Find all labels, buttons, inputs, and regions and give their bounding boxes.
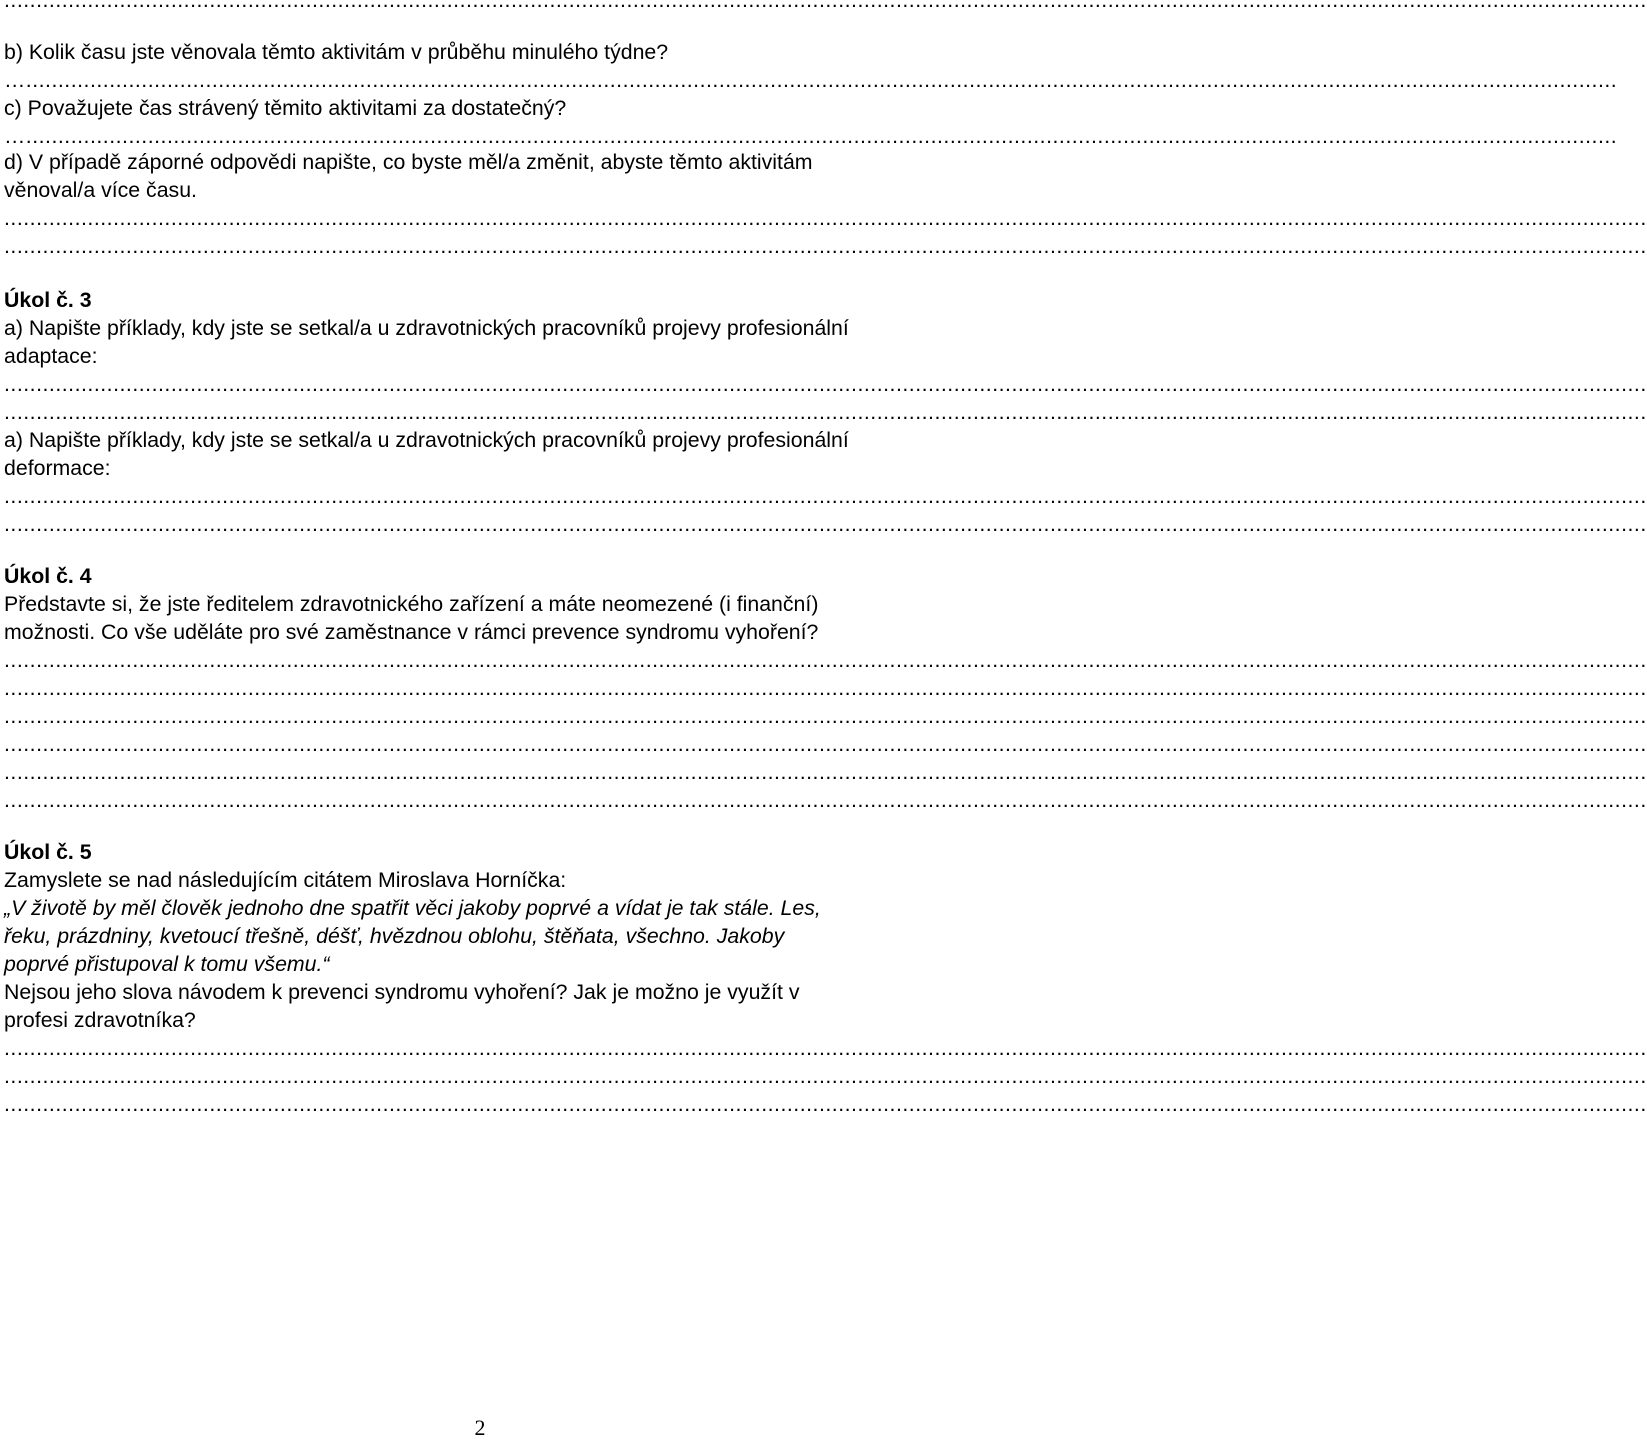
task-5-heading: Úkol č. 5	[4, 840, 92, 864]
answer-dotted-line: ................................................................................................................................................................................................................................................................	[4, 484, 1647, 508]
task-5-question: Nejsou jeho slova návodem k prevenci syndromu vyhoření? Jak je možno je využít v	[4, 980, 800, 1004]
answer-dotted-line: ................................................................................................................................................................................................................................................................	[4, 704, 1647, 728]
answer-dotted-line: ................................................................................................................................................................................................................................................................	[4, 206, 1647, 230]
question-b-text: b) Kolik času jste věnovala těmto aktivitám v průběhu minulého týdne?	[4, 40, 669, 64]
task-3b-text: a) Napište příklady, kdy jste se setkal/a u zdravotnických pracovníků projevy profesionální	[4, 428, 849, 452]
quote-line-3: poprvé přistupoval k tomu všemu.“	[4, 952, 330, 976]
task-5-intro: Zamyslete se nad následujícím citátem Miroslava Horníčka:	[4, 868, 567, 892]
quote-line-1: „V životě by měl člověk jednoho dne spatřit věci jakoby poprvé a vídat je tak stále. Les,	[4, 896, 821, 920]
task-3a-text-cont: adaptace:	[4, 344, 98, 368]
question-d-text: d) V případě záporné odpovědi napište, co byste měl/a změnit, abyste těmto aktivitám	[4, 150, 813, 174]
answer-dotted-line: …........................................................................................................................................................................................................................................................	[4, 124, 1618, 148]
answer-dotted-line: ................................................................................................................................................................................................................................................................	[4, 732, 1647, 756]
question-d-text-cont: věnoval/a více času.	[4, 178, 197, 202]
task-4-heading: Úkol č. 4	[4, 564, 92, 588]
document-page	[4, 0, 1647, 1440]
task-4-text-cont: možnosti. Co vše uděláte pro své zaměstnance v rámci prevence syndromu vyhoření?	[4, 620, 819, 644]
answer-dotted-line: ................................................................................................................................................................................................................................................................	[4, 400, 1647, 424]
answer-dotted-line: ................................................................................................................................................................................................................................................................	[4, 0, 1647, 12]
question-c-text: c) Považujete čas strávený těmito aktivitami za dostatečný?	[4, 96, 567, 120]
answer-dotted-line: ................................................................................................................................................................................................................................................................	[4, 788, 1647, 812]
answer-dotted-line: ................................................................................................................................................................................................................................................................	[4, 676, 1647, 700]
answer-dotted-line: ................................................................................................................................................................................................................................................................	[4, 512, 1647, 536]
answer-dotted-line: ................................................................................................................................................................................................................................................................	[4, 648, 1647, 672]
answer-dotted-line: ................................................................................................................................................................................................................................................................	[4, 1092, 1647, 1116]
answer-dotted-line: ................................................................................................................................................................................................................................................................	[4, 372, 1647, 396]
task-4-text: Představte si, že jste ředitelem zdravotnického zařízení a máte neomezené (i finanční)	[4, 592, 819, 616]
task-5-question-cont: profesi zdravotníka?	[4, 1008, 196, 1032]
quote-line-2: řeku, prázdniny, kvetoucí třešně, déšť, hvězdnou oblohu, štěňata, všechno. Jakoby	[4, 924, 785, 948]
task-3a-text: a) Napište příklady, kdy jste se setkal/a u zdravotnických pracovníků projevy profesionální	[4, 316, 849, 340]
answer-dotted-line: ................................................................................................................................................................................................................................................................	[4, 760, 1647, 784]
answer-dotted-line: ................................................................................................................................................................................................................................................................	[4, 1036, 1647, 1060]
answer-dotted-line: ................................................................................................................................................................................................................................................................	[4, 234, 1647, 258]
answer-dotted-line: ................................................................................................................................................................................................................................................................	[4, 1064, 1647, 1088]
page-number: 2	[474, 1415, 486, 1440]
task-3b-text-cont: deformace:	[4, 456, 111, 480]
answer-dotted-line: …........................................................................................................................................................................................................................................................	[4, 68, 1618, 92]
task-3-heading: Úkol č. 3	[4, 288, 92, 312]
